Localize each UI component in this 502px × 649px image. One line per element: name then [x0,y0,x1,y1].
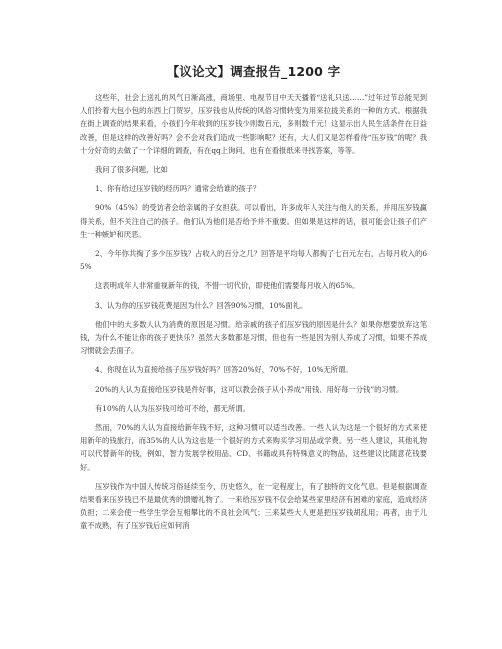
paragraph-question-2: 2、今年你共掏了多少压岁钱？占收入的百分之几？回答是平均每人都掏了七百元左右，占每月收入的65% [80,249,427,272]
paragraph-question-3: 3、认为你的压岁钱花费是因为什么？回答90%习惯，10%面礼。 [95,300,308,310]
document-title: 【议论文】调查报告_1200 字 [166,64,341,79]
paragraph-intro: 这些年，社会上送礼的风气日渐高涨，商场里、电视节目中天天播着“送礼只送……”过年过节总能见到人们拎着大包小包的东西上门贺岁，压岁钱也从传统的风俗习惯转变为用来拉拢关系的一种的方式。根据我在街上调查的结果来看，小孩们今年收到的压岁钱少则数百元，多则数千元！这显示出人民生活条件在日益改善，但是这样的改善好吗？会不会对我们造成一些影响呢？还有，大人们又是怎样看待“压岁钱”的呢？我十分好奇的去做了一个详细的调查，有在qq上询问，也有在看报纸来寻找答案，等等。 [80,93,427,155]
paragraph-question-1: 1、你有给过压岁钱的经历吗？通常会给谁的孩子？ [95,184,261,194]
paragraph-question-4: 4、你现在认为直接给孩子压岁钱好吗？回答20%好，70%不好，10%无所谓。 [95,365,353,375]
paragraph-answer-4c: 然而，70%的人认为直接给新年钱不好，这种习惯可以适当改善。一些人认为这是一个很好的方式来使用新年的钱旅行，而35%的人认为这也是一个很好的方式来购买学习用品或学费。另一些人建议，其他礼物可以代替新年的钱，例如，智力发展学校用品、CD、书籍或具有特殊意义的物品，这些建议比随意花钱要好。 [80,423,427,472]
paragraph-answer-2: 这表明成年人非常重视新年的钱，不惜一切代价，即使他们需要每月收入的65%。 [95,281,360,291]
paragraph-answer-4b: 有10%的人认为压岁钱可给可不给，都无所谓。 [95,403,250,413]
paragraph-answer-1: 90%（45%）的受访者会给亲属的子女担获。可以看出，许多成年人关注与他人的关系，并用压岁钱赢得关系，但不关注自己的孩子。他们认为他们是否给予并不重要。但如果是这样的话，很可能会让孩子们产生一种嫉妒和厌恶。 [80,203,427,239]
paragraph-conclusion: 压岁钱作为中国人传统习俗延续至今，历史悠久，在一定程度上，有了独特的文化气息。但是根据调查结果看来压岁钱已不是最优秀的馈赠礼物了。一来给压岁钱不仅会给某些家里经济有困难的家庭，造成经济负担；二来会使一些学生学会互相攀比的不良社会风气；三来某些大人更是把压岁钱胡乱用；再者，由于儿童不成熟，有了压岁钱后应如何消 [80,481,427,531]
paragraph-answer-3: 他们中的大多数人认为消费的原因是习惯。给亲戚的孩子们压岁钱的原因是什么？如果你想要放弃这笔钱，为什么不能让你的孩子更快乐？虽然大多数都是习惯，但也有一些是因为别人养成了习惯，如果不养成习惯就会丢面子。 [80,319,427,356]
paragraph-answer-4a: 20%的人认为直接给压岁钱是件好事，这可以教会孩子从小养成“用钱、用好每一分钱”的习惯。 [95,384,404,394]
paragraph-questions-lead: 我问了很多问题，比如 [95,165,168,175]
